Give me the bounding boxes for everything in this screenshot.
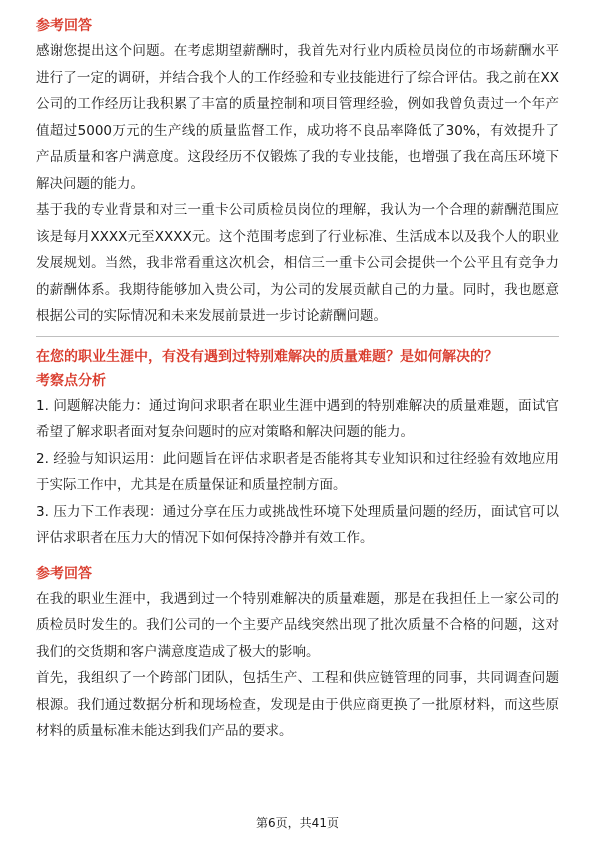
- answer-paragraph: 感谢您提出这个问题。在考虑期望薪酬时，我首先对行业内质检员岗位的市场薪酬水平进行了一定的调研，并结合我个人的工作经验和专业技能进行了综合评估。我之前在XX公司的工作经历让我积累了丰富的质量控制和项目管理经验，例如我曾负责过一个年产值超过5000万元的生产线的质量监督工作，成功将不良品率降低了30%，有效提升了产品质量和客户满意度。这段经历不仅锻炼了我的专业技能，也增强了我在高压环境下解决问题的能力。: [36, 43, 559, 192]
- section-divider: [36, 336, 559, 337]
- page-number: 第6页，共41页: [256, 816, 339, 830]
- analysis-point: 2. 经验与知识运用：此问题旨在评估求职者是否能将其专业知识和过往经验有效地应用于实际工作中，尤其是在质量保证和质量控制方面。: [36, 450, 559, 493]
- interview-question: 在您的职业生涯中，有没有遇到过特别难解决的质量难题？是如何解决的？: [36, 348, 498, 365]
- analysis-point: 1. 问题解决能力：通过询问求职者在职业生涯中遇到的特别难解决的质量难题，面试官希望了解求职者面对复杂问题时的应对策略和解决问题的能力。: [36, 397, 559, 440]
- answer-paragraph: 在我的职业生涯中，我遇到过一个特别难解决的质量难题，那是在我担任上一家公司的质检员时发生的。我们公司的一个主要产品线突然出现了批次质量不合格的问题，这对我们的交货期和客户满意度造成了极大的影响。: [36, 590, 559, 660]
- answer-paragraph: 首先，我组织了一个跨部门团队，包括生产、工程和供应链管理的同事，共同调查问题根源。我们通过数据分析和现场检查，发现是由于供应商更换了一批原材料，而这些原材料的质量标准未能达到我们产品的要求。: [36, 670, 559, 739]
- reference-answer-heading: 参考回答: [36, 565, 92, 582]
- analysis-point: 3. 压力下工作表现：通过分享在压力或挑战性环境下处理质量问题的经历，面试官可以评估求职者在压力大的情况下如何保持冷静并有效工作。: [36, 503, 559, 546]
- document-page: [36, 14, 559, 745]
- reference-answer-heading: 参考回答: [36, 18, 92, 34]
- answer-paragraph: 基于我的专业背景和对三一重卡公司质检员岗位的理解，我认为一个合理的薪酬范围应该是每月XXXX元至XXXX元。这个范围考虑到了行业标准、生活成本以及我个人的职业发展规划。当然，我非常看重这次机会，相信三一重卡公司会提供一个公平且有竞争力的薪酬体系。我期待能够加入贵公司，为公司的发展贡献自己的力量。同时，我也愿意根据公司的实际情况和未来发展前景进一步讨论薪酬问题。: [36, 202, 559, 324]
- analysis-heading: 考察点分析: [36, 372, 106, 389]
